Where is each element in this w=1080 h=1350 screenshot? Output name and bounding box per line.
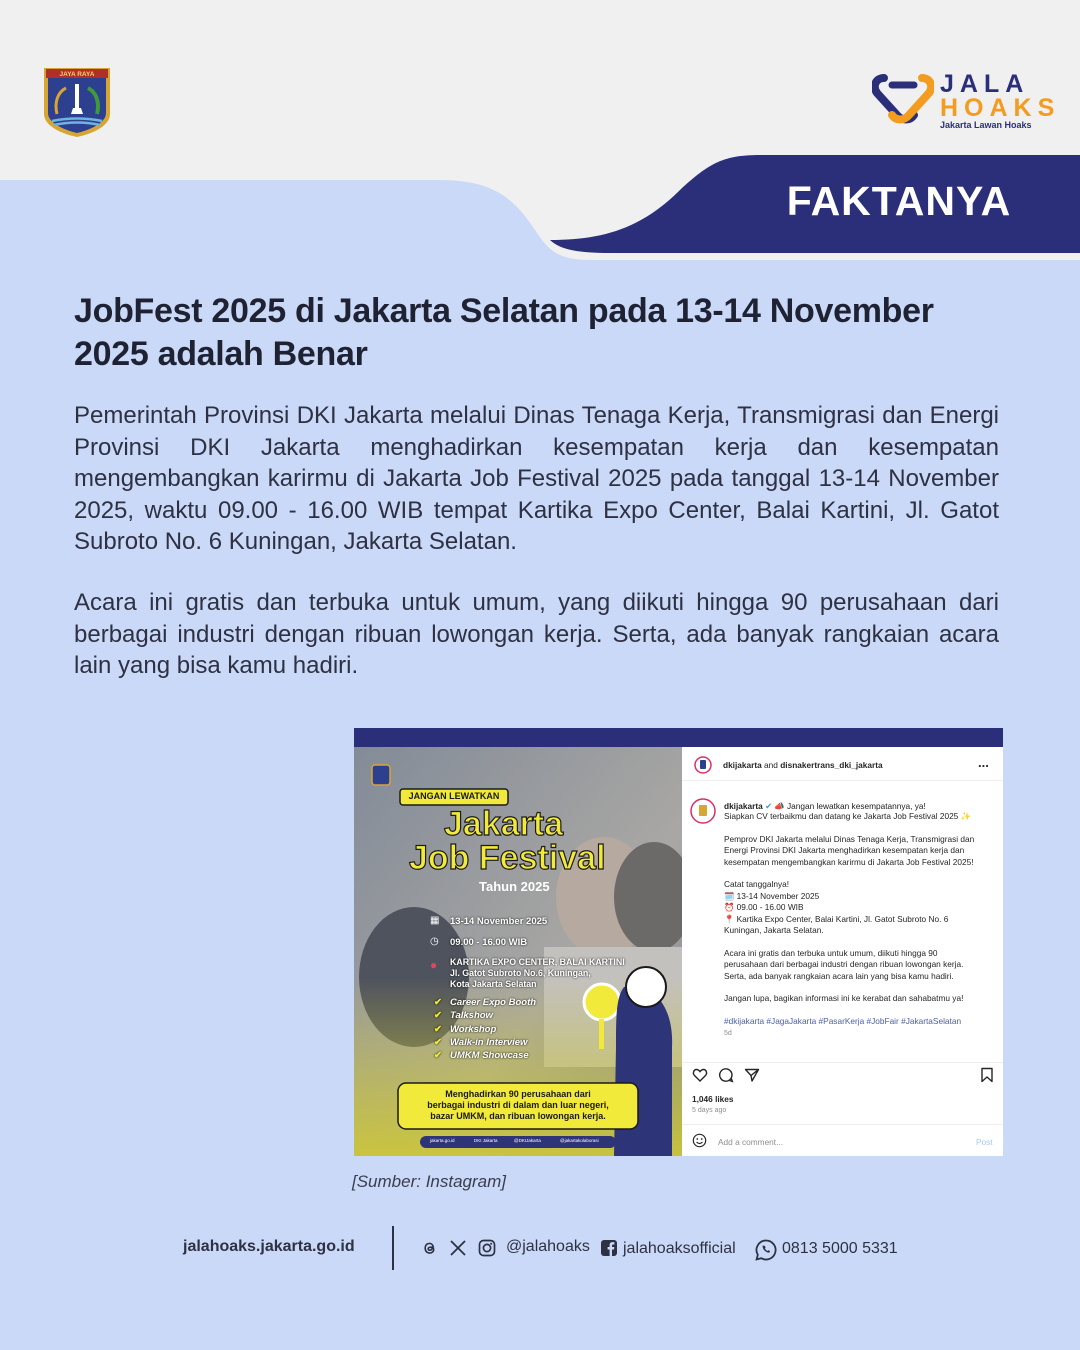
divider xyxy=(682,1124,1003,1125)
caption-line: Siapkan CV terbaikmu dan datang ke Jakarta Job Festival 2025 ✨ xyxy=(724,811,971,821)
poster-event-item: Talkshow xyxy=(450,1010,493,1021)
poster-time: 09.00 - 16.00 WIB xyxy=(450,937,528,948)
more-options-icon[interactable]: ... xyxy=(978,755,989,770)
poster-footer-link: @DKIJakarta xyxy=(514,1138,541,1143)
instagram-post-screenshot xyxy=(354,728,1003,1156)
poster-title-line-1: Jakarta xyxy=(444,805,564,843)
footer-divider xyxy=(392,1226,394,1270)
header-and: and xyxy=(761,760,781,770)
poster-event-item: Walk-in Interview xyxy=(450,1037,528,1048)
save-bookmark-icon[interactable] xyxy=(980,1067,994,1083)
footer-social-handle[interactable]: @jalahoaks xyxy=(506,1238,590,1255)
calendar-icon: ▦ xyxy=(430,915,440,926)
brand-word-hoaks: HOAKS xyxy=(940,94,1061,122)
caption-line: Serta, ada banyak rangkaian acara lain yang bisa kamu hadiri. xyxy=(724,970,954,981)
article-title: JobFest 2025 di Jakarta Selatan pada 13-14 November 2025 adalah Benar xyxy=(74,292,934,373)
poster-year: Tahun 2025 xyxy=(479,879,550,894)
poster-date: 13-14 November 2025 xyxy=(450,916,548,927)
caption-line: Energi Provinsi DKI Jakarta menghadirkan kesempatan kerja dan xyxy=(724,845,965,856)
divider xyxy=(682,1062,1003,1063)
poster-highlight-line-1: Menghadirkan 90 perusahaan dari xyxy=(445,1089,591,1099)
clock-icon: ◷ xyxy=(430,936,439,947)
footer-facebook[interactable]: jalahoaksofficial xyxy=(623,1240,736,1257)
avatar[interactable] xyxy=(690,798,716,824)
instagram-icon[interactable] xyxy=(478,1239,496,1257)
article-paragraph-2: Acara ini gratis dan terbuka untuk umum, yang diikuti hingga 90 perusahaan dari berbagai industri dengan ribuan lowongan kerja. Serta, ada banyak rangkaian acara lain yang bisa kamu hadiri. xyxy=(74,589,999,679)
verified-badge-icon: ✔ xyxy=(765,801,773,811)
check-icon: ✔ xyxy=(434,1050,442,1061)
caption-line xyxy=(724,822,996,833)
check-icon: ✔ xyxy=(434,1024,442,1035)
poster-highlight-line-3: bazar UMKM, dan ribuan lowongan kerja. xyxy=(430,1111,606,1121)
poster-highlight-line-2: berbagai industri di dalam dan luar negeri, xyxy=(427,1100,609,1110)
caption-username[interactable]: dkijakarta xyxy=(724,801,763,811)
caption-line xyxy=(724,868,996,879)
svg-text:JAYA RAYA: JAYA RAYA xyxy=(59,71,95,78)
emoji-icon[interactable] xyxy=(692,1133,707,1148)
post-comment-button[interactable]: Post xyxy=(976,1137,993,1147)
caption-line: Acara ini gratis dan terbuka untuk umum, diikuti hingga 90 xyxy=(724,947,938,958)
poster-badge: JANGAN LEWATKAN xyxy=(408,791,500,801)
account-link[interactable]: disnakertrans_dki_jakarta xyxy=(780,760,883,770)
poster-footer-link: @jakartakolaborasi xyxy=(560,1138,599,1143)
like-heart-icon[interactable] xyxy=(692,1067,708,1083)
event-poster xyxy=(354,747,682,1156)
check-icon: ✔ xyxy=(434,997,442,1008)
post-date: 5 days ago xyxy=(692,1107,727,1114)
brand-word-jala: JALA xyxy=(940,70,1030,98)
caption-line: 🗓️ 13-14 November 2025 xyxy=(724,890,820,901)
footer-website[interactable]: jalahoaks.jakarta.go.id xyxy=(183,1238,355,1255)
post-header-accounts xyxy=(723,760,883,770)
post-caption xyxy=(724,811,996,1039)
x-twitter-icon[interactable] xyxy=(449,1239,467,1257)
instagram-topbar xyxy=(354,728,1003,747)
caption-line: Kuningan, Jakarta Selatan. xyxy=(724,925,824,936)
hashtags[interactable]: #dkijakarta #JagaJakarta #PasarKerja #JobFair #JakartaSelatan xyxy=(724,1016,962,1027)
caption-line: Jangan lupa, bagikan informasi ini ke kerabat dan sahabatmu ya! xyxy=(724,993,964,1004)
poster-event-item: Workshop xyxy=(450,1024,497,1035)
footer-whatsapp[interactable]: 0813 5000 5331 xyxy=(782,1240,898,1257)
source-caption: [Sumber: Instagram] xyxy=(352,1172,507,1191)
article-paragraph-1: Pemerintah Provinsi DKI Jakarta melalui Dinas Tenaga Kerja, Transmigrasi dan Energi Provinsi DKI Jakarta menghadirkan kesempatan kerja dan kesempatan mengembangkan karirmu di Jakarta Job Festival 2025 pada tanggal 13-14 November 2025, waktu 09.00 - 16.00 WIB tempat Kartika Expo Center, Balai Kartini, Jl. Gatot Subroto No. 6 Kuningan, Jakarta Selatan. xyxy=(74,402,999,555)
threads-icon[interactable] xyxy=(421,1239,439,1257)
check-icon: ✔ xyxy=(434,1037,442,1048)
caption-age: 5d xyxy=(724,1029,732,1037)
location-pin-icon: ● xyxy=(430,958,438,972)
poster-title-line-2: Job Festival xyxy=(409,839,606,877)
caption-line: ⏰ 09.00 - 16.00 WIB xyxy=(724,902,804,913)
poster-event-item: UMKM Showcase xyxy=(450,1050,529,1061)
poster-footer-link: jakarta.go.id xyxy=(430,1138,455,1143)
poster-venue-line-3: Kota Jakarta Selatan xyxy=(450,979,537,989)
poster-venue-line-1: KARTIKA EXPO CENTER, BALAI KARTINI xyxy=(450,957,625,967)
caption-line: Catat tanggalnya! xyxy=(724,879,790,890)
faktanya-badge: FAKTANYA xyxy=(786,178,1012,224)
account-link[interactable]: dkijakarta xyxy=(723,760,762,770)
share-icon[interactable] xyxy=(744,1067,760,1083)
poster-footer-link: DKI Jakarta xyxy=(474,1138,498,1143)
poster-venue-line-2: Jl. Gatot Subroto No.6, Kuningan, xyxy=(450,968,591,978)
divider xyxy=(682,780,1003,781)
caption-line: perusahaan dari berbagai industri dengan ribuan lowongan kerja. xyxy=(724,959,964,970)
caption-line xyxy=(724,936,996,947)
caption-line xyxy=(724,982,996,993)
caption-first-line: Jangan lewatkan kesempatannya, ya! xyxy=(786,801,926,811)
caption-line: 📍 Kartika Expo Center, Balai Kartini, Jl. Gatot Subroto No. 6 xyxy=(724,913,949,924)
comment-icon[interactable] xyxy=(718,1067,734,1083)
facebook-icon[interactable] xyxy=(600,1239,618,1257)
poster-event-item: Career Expo Booth xyxy=(450,997,537,1008)
avatar[interactable] xyxy=(694,756,712,774)
jakarta-emblem-logo xyxy=(42,66,112,138)
caption-line xyxy=(724,1005,996,1016)
jalahoaks-logo-icon xyxy=(872,70,934,130)
likes-count[interactable]: 1,046 likes xyxy=(692,1094,734,1104)
caption-line: kesempatan mengembangkan karirmu di Jakarta Job Festival 2025! xyxy=(724,856,974,867)
caption-line: Pemprov DKI Jakarta melalui Dinas Tenaga Kerja, Transmigrasi dan xyxy=(724,833,975,844)
check-icon: ✔ xyxy=(434,1010,442,1021)
megaphone-icon: 📣 xyxy=(774,801,785,811)
comment-input[interactable]: Add a comment... xyxy=(718,1137,784,1147)
post-details-panel xyxy=(682,747,1003,1156)
brand-tagline: Jakarta Lawan Hoaks xyxy=(940,120,1032,130)
whatsapp-icon[interactable] xyxy=(754,1238,778,1262)
